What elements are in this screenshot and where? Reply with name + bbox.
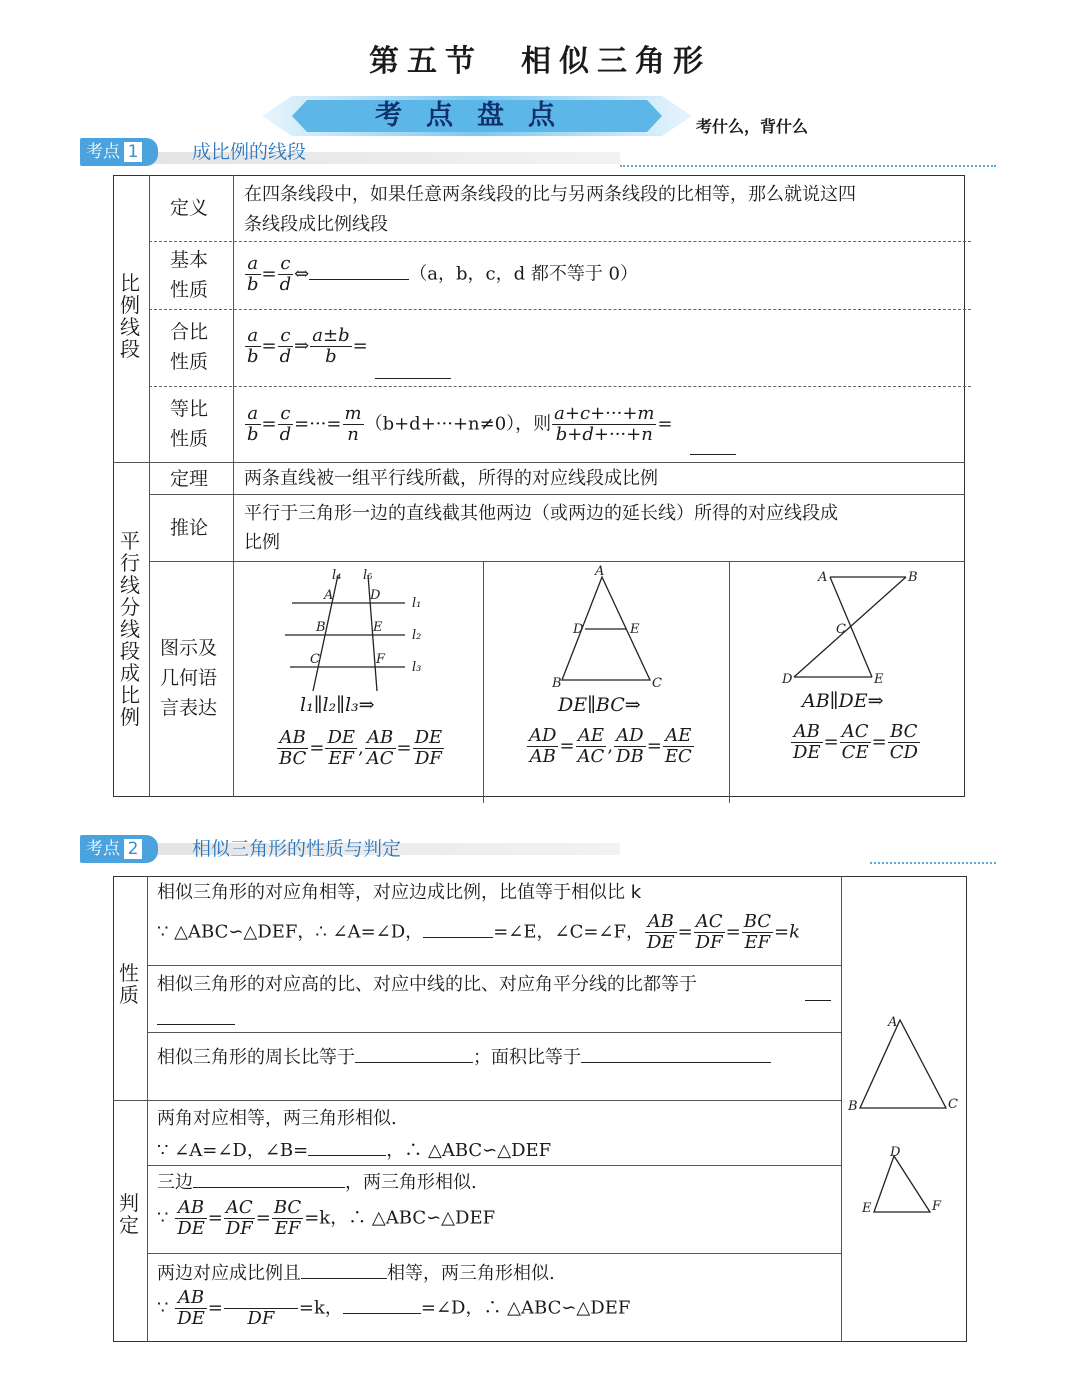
r7-label2: 几何语 bbox=[160, 667, 218, 689]
page-title: 第五节 相似三角形 bbox=[369, 44, 711, 79]
r1-text2: 条线段成比例线段 bbox=[244, 214, 388, 235]
j1-text: 两角对应相等，两三角形相似. bbox=[157, 1108, 397, 1129]
section-dots bbox=[620, 165, 996, 167]
svg-text:D: D bbox=[782, 672, 793, 687]
svg-text:D: D bbox=[370, 588, 381, 603]
svg-text:l₄: l₄ bbox=[332, 568, 342, 583]
svg-text:F: F bbox=[932, 1199, 942, 1214]
kp1-num: 1 bbox=[124, 142, 142, 162]
r1-text1: 在四条线段中，如果任意两条线段的比与另两条线段的比相等，那么就说这四 bbox=[244, 184, 856, 205]
fig3-formula: $\frac{AB}{DE}$ = $\frac{AC}{CE}$ = $\frac{BC}{CD}$ bbox=[793, 721, 918, 763]
p1-formula: ∵ △ABC∽△DEF，∴ ∠A=∠D， =∠E，∠C=∠F， $\frac{AB}{DE}$ = $\frac{AC}{DF}$ = $\frac{BC}{EF}$ =k bbox=[157, 911, 801, 953]
svg-text:F: F bbox=[376, 652, 386, 667]
svg-text:E: E bbox=[862, 1201, 872, 1216]
svg-text:C: C bbox=[652, 676, 662, 691]
slogan: 考什么，背什么 bbox=[696, 117, 809, 136]
j3-formula: ∵ $\frac{AB}{DE}$ = DF =k， =∠D，∴ △ABC∽△DEF bbox=[157, 1287, 631, 1329]
section-bar bbox=[80, 152, 620, 164]
r6-text1: 平行于三角形一边的直线截其他两边（或两边的延长线）所得的对应线段成 bbox=[244, 503, 838, 524]
r4-label1: 等比 bbox=[170, 398, 209, 420]
svg-text:B: B bbox=[848, 1099, 858, 1114]
banner-title: 考点盘点 bbox=[375, 100, 579, 131]
svg-text:B: B bbox=[316, 620, 326, 635]
kp2-num: 2 bbox=[124, 839, 142, 859]
svg-text:C: C bbox=[310, 652, 320, 667]
svg-text:B: B bbox=[552, 676, 562, 691]
r6-label: 推论 bbox=[170, 517, 209, 539]
figure-similar-triangles bbox=[844, 1010, 964, 1240]
svg-text:l₁: l₁ bbox=[412, 596, 422, 611]
svg-text:E: E bbox=[373, 620, 383, 635]
svg-text:A: A bbox=[818, 570, 828, 585]
fig2-formula: $\frac{AD}{AB}$ = $\frac{AE}{AC}$ , $\frac{AD}{DB}$ = $\frac{AE}{EC}$ bbox=[529, 725, 692, 767]
kp2-group2-label: 判定 bbox=[119, 1191, 139, 1237]
figure-parallel-lines bbox=[240, 563, 480, 698]
svg-text:E: E bbox=[630, 622, 640, 637]
fig1-cond: l₁∥l₂∥l₃⇒ bbox=[300, 694, 375, 716]
p2-blank-b bbox=[157, 1006, 235, 1025]
svg-text:E: E bbox=[874, 672, 884, 687]
p1-text: 相似三角形的对应角相等，对应边成比例，比值等于相似比 k bbox=[157, 882, 642, 903]
fig1-formula: $\frac{AB}{BC}$ = $\frac{DE}{EF}$ , $\frac{AB}{AC}$ = $\frac{DE}{DF}$ bbox=[279, 727, 443, 769]
kp2-title: 相似三角形的性质与判定 bbox=[192, 838, 402, 860]
r4-formula: $\frac{a}{b}$ = $\frac{c}{d}$ =···= $\frac{m}{n}$ （b+d+···+n≠0），则 $\frac{a+c+\cdot\cdot\cdot+m}{b+d+\cdot\cdot\cdot+n}$ = bbox=[247, 403, 673, 445]
svg-text:D: D bbox=[573, 622, 584, 637]
r6-text2: 比例 bbox=[244, 532, 280, 553]
r1-label: 定义 bbox=[170, 197, 209, 219]
j3-text: 两边对应成比例且 相等，两三角形相似. bbox=[157, 1259, 555, 1285]
p2-blank-a bbox=[805, 982, 831, 1001]
kp1-group2-label: 平行线分线段成比例 bbox=[120, 529, 140, 729]
svg-text:C: C bbox=[836, 622, 846, 637]
fig2-cond: DE∥BC⇒ bbox=[558, 694, 641, 716]
kp2-tag: 考点 2 bbox=[80, 835, 158, 863]
r2-formula: $\frac{a}{b}$ = $\frac{c}{d}$ ⇔ （a，b，c，d 都不等于 0） bbox=[247, 253, 639, 295]
kp1-title: 成比例的线段 bbox=[192, 141, 307, 163]
r2-tail: （a，b，c，d 都不等于 0） bbox=[409, 263, 639, 285]
j2-formula: ∵ $\frac{AB}{DE}$ = $\frac{AC}{DF}$ = $\frac{BC}{EF}$ =k，∴ △ABC∽△DEF bbox=[157, 1197, 496, 1239]
r3-formula: $\frac{a}{b}$ = $\frac{c}{d}$ ⇒ $\frac{a\pm b}{b}$ = bbox=[247, 325, 368, 367]
figure-triangle-de-bc bbox=[540, 563, 680, 693]
j1-formula: ∵ ∠A=∠D，∠B= ，∴ △ABC∽△DEF bbox=[157, 1136, 551, 1162]
kp1-group1-label: 比例线段 bbox=[120, 271, 140, 361]
p2-text: 相似三角形的对应高的比、对应中线的比、对应角平分线的比都等于 bbox=[157, 974, 697, 995]
section-dots-2 bbox=[870, 862, 996, 864]
r7-label3: 言表达 bbox=[160, 697, 218, 719]
r4-blank bbox=[690, 436, 736, 455]
svg-text:l₃: l₃ bbox=[412, 660, 422, 675]
svg-text:C: C bbox=[948, 1097, 958, 1112]
r5-label: 定理 bbox=[170, 468, 209, 490]
j2-text: 三边 ，两三角形相似. bbox=[157, 1168, 477, 1194]
svg-text:A: A bbox=[888, 1015, 898, 1030]
r7-label1: 图示及 bbox=[160, 637, 218, 659]
r5-text: 两条直线被一组平行线所截，所得的对应线段成比例 bbox=[244, 468, 658, 489]
kp2-group1-label: 性质 bbox=[119, 961, 139, 1007]
r4-label2: 性质 bbox=[170, 428, 209, 450]
svg-text:B: B bbox=[908, 570, 918, 585]
r4-mid: （b+d+···+n≠0），则 bbox=[364, 413, 552, 435]
fig3-cond: AB∥DE⇒ bbox=[802, 690, 884, 712]
p3-text: 相似三角形的周长比等于 ；面积比等于 bbox=[157, 1043, 771, 1069]
r3-blank bbox=[375, 360, 451, 379]
r2-label1: 基本 bbox=[170, 249, 209, 271]
svg-text:l₂: l₂ bbox=[412, 628, 422, 643]
kp1-tag: 考点 1 bbox=[80, 138, 158, 166]
r3-label2: 性质 bbox=[170, 351, 209, 373]
svg-text:l₅: l₅ bbox=[363, 568, 373, 583]
svg-text:A: A bbox=[324, 588, 334, 603]
svg-text:A: A bbox=[595, 564, 605, 579]
r2-label2: 性质 bbox=[170, 279, 209, 301]
svg-text:D: D bbox=[890, 1145, 901, 1160]
r3-label1: 合比 bbox=[170, 321, 209, 343]
figure-hourglass-ab-de bbox=[776, 563, 936, 693]
